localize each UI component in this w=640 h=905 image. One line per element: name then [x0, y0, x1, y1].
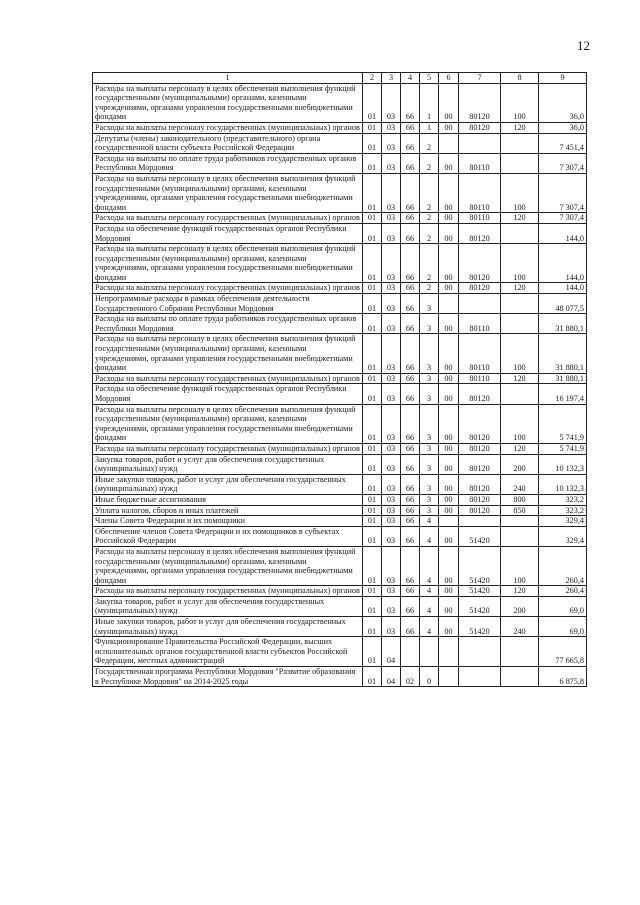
code-cell: 80120	[459, 474, 501, 494]
table-row	[93, 494, 587, 505]
code-cell: 80120	[459, 443, 501, 454]
amount-cell: 77 665,8	[539, 637, 587, 667]
header-row	[93, 73, 587, 84]
table-row	[93, 294, 587, 314]
code-cell	[459, 516, 501, 527]
table-row	[93, 384, 587, 404]
amount-cell: 10 132,3	[539, 474, 587, 494]
code-cell: 03	[382, 384, 401, 404]
code-cell: 03	[382, 546, 401, 585]
code-cell: 100	[501, 404, 539, 443]
code-cell: 04	[382, 667, 401, 687]
code-cell: 00	[439, 546, 459, 585]
code-cell: 100	[501, 244, 539, 283]
code-cell: 01	[363, 384, 382, 404]
code-cell: 66	[401, 546, 420, 585]
row-name: Расходы на выплаты персоналу в целях обеспечения выполнения функций государственными (муниципальными) органами, казенными учреждениями, органами управления государственными внебюджетными фондами	[93, 173, 363, 212]
code-cell: 80120	[459, 83, 501, 122]
code-cell	[501, 294, 539, 314]
code-cell: 4	[420, 586, 439, 597]
code-cell: 120	[501, 122, 539, 133]
code-cell: 3	[420, 474, 439, 494]
code-cell: 3	[420, 505, 439, 516]
code-cell: 4	[420, 526, 439, 546]
code-cell: 66	[401, 213, 420, 224]
code-cell: 00	[439, 283, 459, 294]
code-cell: 04	[382, 637, 401, 667]
amount-cell: 144,0	[539, 283, 587, 294]
code-cell: 03	[382, 283, 401, 294]
code-cell: 03	[382, 526, 401, 546]
code-cell: 850	[501, 505, 539, 516]
amount-cell: 7 307,4	[539, 153, 587, 173]
code-cell: 3	[420, 384, 439, 404]
column-header: 3	[382, 73, 401, 84]
code-cell: 03	[382, 153, 401, 173]
code-cell: 03	[382, 294, 401, 314]
amount-cell: 10 132,3	[539, 454, 587, 474]
column-header: 7	[459, 73, 501, 84]
amount-cell: 5 741,9	[539, 443, 587, 454]
amount-cell: 36,0	[539, 122, 587, 133]
row-name: Расходы на выплаты персоналу в целях обеспечения выполнения функций государственными (муниципальными) органами, казенными учреждениями, органами управления государственными внебюджетными фондами	[93, 404, 363, 443]
code-cell: 80120	[459, 454, 501, 474]
code-cell: 01	[363, 223, 382, 243]
code-cell: 01	[363, 596, 382, 616]
code-cell: 80120	[459, 505, 501, 516]
code-cell: 00	[439, 244, 459, 283]
code-cell: 00	[439, 526, 459, 546]
column-header: 9	[539, 73, 587, 84]
table-row	[93, 83, 587, 122]
code-cell: 51420	[459, 617, 501, 637]
amount-cell: 144,0	[539, 244, 587, 283]
row-name: Расходы на выплаты персоналу в целях обеспечения выполнения функций государственными (муниципальными) органами, казенными учреждениями, органами управления государственными внебюджетными фондами	[93, 334, 363, 373]
code-cell: 66	[401, 474, 420, 494]
table-row	[93, 122, 587, 133]
code-cell: 3	[420, 443, 439, 454]
code-cell: 200	[501, 454, 539, 474]
amount-cell: 323,2	[539, 505, 587, 516]
code-cell: 66	[401, 586, 420, 597]
code-cell: 00	[439, 586, 459, 597]
code-cell: 1	[420, 122, 439, 133]
code-cell: 03	[382, 454, 401, 474]
amount-cell: 329,4	[539, 516, 587, 527]
amount-cell: 260,4	[539, 586, 587, 597]
amount-cell: 6 875,8	[539, 667, 587, 687]
code-cell: 01	[363, 213, 382, 224]
code-cell: 66	[401, 617, 420, 637]
table-row	[93, 244, 587, 283]
code-cell: 80110	[459, 213, 501, 224]
code-cell	[459, 133, 501, 153]
table-row	[93, 373, 587, 384]
code-cell	[459, 294, 501, 314]
code-cell: 120	[501, 283, 539, 294]
table-row	[93, 546, 587, 585]
code-cell: 01	[363, 474, 382, 494]
code-cell: 80120	[459, 244, 501, 283]
code-cell: 80120	[459, 404, 501, 443]
table-row	[93, 334, 587, 373]
code-cell: 4	[420, 546, 439, 585]
code-cell: 01	[363, 294, 382, 314]
code-cell: 00	[439, 83, 459, 122]
code-cell: 66	[401, 223, 420, 243]
code-cell	[501, 637, 539, 667]
row-name: Расходы на выплаты персоналу государственных (муниципальных) органов	[93, 586, 363, 597]
code-cell: 00	[439, 404, 459, 443]
row-name: Закупка товаров, работ и услуг для обеспечения государственных (муниципальных) нужд	[93, 454, 363, 474]
code-cell: 01	[363, 546, 382, 585]
code-cell: 03	[382, 516, 401, 527]
code-cell	[420, 637, 439, 667]
row-name: Расходы на выплаты по оплате труда работников государственных органов Республики Мордовия	[93, 153, 363, 173]
code-cell	[501, 516, 539, 527]
code-cell: 01	[363, 586, 382, 597]
code-cell: 100	[501, 334, 539, 373]
code-cell: 01	[363, 244, 382, 283]
code-cell: 01	[363, 526, 382, 546]
code-cell	[439, 637, 459, 667]
code-cell: 01	[363, 454, 382, 474]
code-cell: 3	[420, 314, 439, 334]
row-name: Расходы на обеспечение функций государственных органов Республики Мордовия	[93, 223, 363, 243]
code-cell: 1	[420, 83, 439, 122]
code-cell: 00	[439, 122, 459, 133]
code-cell: 80120	[459, 494, 501, 505]
code-cell	[439, 294, 459, 314]
code-cell: 01	[363, 153, 382, 173]
row-name: Функционирование Правительства Российской Федерации, высших исполнительных органов государственной власти субъектов Российской Федерации, местных администраций	[93, 637, 363, 667]
table-row	[93, 667, 587, 687]
code-cell: 66	[401, 373, 420, 384]
code-cell: 100	[501, 173, 539, 212]
amount-cell: 48 077,5	[539, 294, 587, 314]
code-cell: 03	[382, 443, 401, 454]
code-cell: 3	[420, 404, 439, 443]
code-cell	[501, 667, 539, 687]
code-cell: 240	[501, 474, 539, 494]
row-name: Расходы на выплаты персоналу государственных (муниципальных) органов	[93, 283, 363, 294]
code-cell: 00	[439, 373, 459, 384]
table-row	[93, 173, 587, 212]
code-cell: 2	[420, 173, 439, 212]
code-cell: 66	[401, 153, 420, 173]
code-cell: 80120	[459, 122, 501, 133]
code-cell: 200	[501, 596, 539, 616]
code-cell: 3	[420, 294, 439, 314]
code-cell: 00	[439, 505, 459, 516]
amount-cell: 329,4	[539, 526, 587, 546]
column-header: 8	[501, 73, 539, 84]
code-cell: 3	[420, 454, 439, 474]
table-row	[93, 443, 587, 454]
code-cell: 80110	[459, 314, 501, 334]
code-cell: 03	[382, 617, 401, 637]
code-cell: 66	[401, 596, 420, 616]
code-cell: 01	[363, 494, 382, 505]
amount-cell: 16 197,4	[539, 384, 587, 404]
code-cell: 66	[401, 384, 420, 404]
code-cell: 100	[501, 83, 539, 122]
code-cell	[439, 133, 459, 153]
amount-cell: 7 307,4	[539, 213, 587, 224]
budget-table	[92, 72, 587, 687]
table-row	[93, 223, 587, 243]
code-cell: 2	[420, 223, 439, 243]
code-cell: 66	[401, 244, 420, 283]
code-cell: 01	[363, 516, 382, 527]
code-cell: 80110	[459, 334, 501, 373]
code-cell: 2	[420, 133, 439, 153]
code-cell: 80110	[459, 153, 501, 173]
row-name: Расходы на выплаты персоналу в целях обеспечения выполнения функций государственными (муниципальными) органами, казенными учреждениями, органами управления государственными внебюджетными фондами	[93, 546, 363, 585]
column-header: 6	[439, 73, 459, 84]
code-cell	[501, 153, 539, 173]
code-cell	[501, 133, 539, 153]
code-cell	[501, 384, 539, 404]
code-cell: 2	[420, 244, 439, 283]
code-cell: 80120	[459, 384, 501, 404]
code-cell: 80120	[459, 283, 501, 294]
code-cell: 00	[439, 223, 459, 243]
code-cell: 03	[382, 494, 401, 505]
table-row	[93, 586, 587, 597]
code-cell: 01	[363, 314, 382, 334]
column-header: 2	[363, 73, 382, 84]
code-cell: 51420	[459, 586, 501, 597]
row-name: Обеспечение членов Совета Федерации и их помощников в субъектах Российской Федерации	[93, 526, 363, 546]
code-cell: 03	[382, 505, 401, 516]
code-cell: 66	[401, 314, 420, 334]
code-cell: 2	[420, 153, 439, 173]
table-row	[93, 454, 587, 474]
code-cell: 3	[420, 373, 439, 384]
row-name: Уплата налогов, сборов и иных платежей	[93, 505, 363, 516]
row-name: Расходы на выплаты по оплате труда работников государственных органов Республики Мордовия	[93, 314, 363, 334]
code-cell: 66	[401, 83, 420, 122]
column-header: 5	[420, 73, 439, 84]
table-row	[93, 637, 587, 667]
code-cell: 01	[363, 667, 382, 687]
code-cell: 03	[382, 213, 401, 224]
code-cell	[459, 667, 501, 687]
table-row	[93, 617, 587, 637]
code-cell: 03	[382, 133, 401, 153]
code-cell: 00	[439, 596, 459, 616]
row-name: Расходы на выплаты персоналу государственных (муниципальных) органов	[93, 443, 363, 454]
code-cell: 00	[439, 314, 459, 334]
code-cell: 4	[420, 596, 439, 616]
table-row	[93, 404, 587, 443]
code-cell: 01	[363, 404, 382, 443]
code-cell: 120	[501, 443, 539, 454]
code-cell: 03	[382, 314, 401, 334]
row-name: Государственная программа Республики Мордовия "Развитие образования в Республике Мордовия" на 2014-2025 годы	[93, 667, 363, 687]
table-row	[93, 526, 587, 546]
code-cell: 4	[420, 516, 439, 527]
code-cell: 2	[420, 213, 439, 224]
code-cell: 2	[420, 283, 439, 294]
code-cell: 51420	[459, 526, 501, 546]
code-cell: 00	[439, 173, 459, 212]
row-name: Расходы на выплаты персоналу государственных (муниципальных) органов	[93, 213, 363, 224]
code-cell	[439, 516, 459, 527]
table-row	[93, 314, 587, 334]
table-row	[93, 516, 587, 527]
code-cell: 3	[420, 494, 439, 505]
code-cell: 01	[363, 373, 382, 384]
column-header: 4	[401, 73, 420, 84]
code-cell	[501, 314, 539, 334]
code-cell: 03	[382, 122, 401, 133]
code-cell: 01	[363, 505, 382, 516]
code-cell: 66	[401, 404, 420, 443]
code-cell: 01	[363, 83, 382, 122]
row-name: Расходы на выплаты персоналу государственных (муниципальных) органов	[93, 373, 363, 384]
code-cell: 120	[501, 213, 539, 224]
code-cell: 4	[420, 617, 439, 637]
code-cell: 03	[382, 223, 401, 243]
code-cell: 01	[363, 122, 382, 133]
code-cell	[501, 223, 539, 243]
code-cell: 00	[439, 617, 459, 637]
table-row	[93, 213, 587, 224]
code-cell: 00	[439, 474, 459, 494]
code-cell: 66	[401, 334, 420, 373]
row-name: Расходы на обеспечение функций государственных органов Республики Мордовия	[93, 384, 363, 404]
amount-cell: 7 451,4	[539, 133, 587, 153]
code-cell: 03	[382, 474, 401, 494]
row-name: Закупка товаров, работ и услуг для обеспечения государственных (муниципальных) нужд	[93, 596, 363, 616]
code-cell: 01	[363, 617, 382, 637]
code-cell: 00	[439, 494, 459, 505]
code-cell: 51420	[459, 546, 501, 585]
code-cell: 00	[439, 454, 459, 474]
code-cell: 66	[401, 516, 420, 527]
code-cell: 03	[382, 373, 401, 384]
code-cell: 01	[363, 443, 382, 454]
row-name: Расходы на выплаты персоналу в целях обеспечения выполнения функций государственными (муниципальными) органами, казенными учреждениями, органами управления государственными внебюджетными фондами	[93, 83, 363, 122]
table-row	[93, 505, 587, 516]
code-cell: 01	[363, 334, 382, 373]
amount-cell: 323,2	[539, 494, 587, 505]
row-name: Иные закупки товаров, работ и услуг для обеспечения государственных (муниципальных) нужд	[93, 617, 363, 637]
code-cell: 100	[501, 546, 539, 585]
code-cell: 66	[401, 283, 420, 294]
code-cell: 0	[420, 667, 439, 687]
amount-cell: 31 880,1	[539, 334, 587, 373]
code-cell: 80120	[459, 223, 501, 243]
code-cell: 01	[363, 283, 382, 294]
code-cell: 66	[401, 133, 420, 153]
table-row	[93, 133, 587, 153]
amount-cell: 69,0	[539, 596, 587, 616]
code-cell: 120	[501, 586, 539, 597]
code-cell: 03	[382, 404, 401, 443]
column-header: 1	[93, 73, 363, 84]
row-name: Иные бюджетные ассигнования	[93, 494, 363, 505]
code-cell: 03	[382, 596, 401, 616]
code-cell: 01	[363, 637, 382, 667]
code-cell: 00	[439, 213, 459, 224]
code-cell: 03	[382, 586, 401, 597]
code-cell: 240	[501, 617, 539, 637]
code-cell: 80110	[459, 373, 501, 384]
code-cell	[401, 637, 420, 667]
row-name: Расходы на выплаты персоналу государственных (муниципальных) органов	[93, 122, 363, 133]
code-cell	[459, 637, 501, 667]
row-name: Непрограммные расходы в рамках обеспечения деятельности Государственного Собрания Республики Мордовия	[93, 294, 363, 314]
code-cell: 66	[401, 294, 420, 314]
amount-cell: 260,4	[539, 546, 587, 585]
code-cell: 66	[401, 494, 420, 505]
code-cell: 80110	[459, 173, 501, 212]
row-name: Депутаты (члены) законодательного (представительного) органа государственной власти субъекта Российской Федерации	[93, 133, 363, 153]
table-row	[93, 474, 587, 494]
amount-cell: 144,0	[539, 223, 587, 243]
amount-cell: 5 741,9	[539, 404, 587, 443]
code-cell: 3	[420, 334, 439, 373]
code-cell: 00	[439, 384, 459, 404]
code-cell: 03	[382, 83, 401, 122]
code-cell: 03	[382, 244, 401, 283]
code-cell: 800	[501, 494, 539, 505]
amount-cell: 31 880,1	[539, 373, 587, 384]
amount-cell: 7 307,4	[539, 173, 587, 212]
code-cell: 03	[382, 173, 401, 212]
amount-cell: 31 880,1	[539, 314, 587, 334]
code-cell: 66	[401, 443, 420, 454]
code-cell: 66	[401, 173, 420, 212]
amount-cell: 36,0	[539, 83, 587, 122]
code-cell: 66	[401, 505, 420, 516]
code-cell	[439, 667, 459, 687]
code-cell: 00	[439, 334, 459, 373]
code-cell: 01	[363, 173, 382, 212]
page-number: 12	[577, 38, 590, 53]
table-row	[93, 153, 587, 173]
code-cell: 66	[401, 454, 420, 474]
code-cell: 00	[439, 153, 459, 173]
row-name: Члены Совета Федерации и их помощники	[93, 516, 363, 527]
code-cell: 03	[382, 334, 401, 373]
code-cell: 120	[501, 373, 539, 384]
code-cell: 00	[439, 443, 459, 454]
code-cell: 01	[363, 133, 382, 153]
row-name: Расходы на выплаты персоналу в целях обеспечения выполнения функций государственными (муниципальными) органами, казенными учреждениями, органами управления государственными внебюджетными фондами	[93, 244, 363, 283]
table-row	[93, 596, 587, 616]
table-row	[93, 283, 587, 294]
amount-cell: 69,0	[539, 617, 587, 637]
code-cell	[501, 526, 539, 546]
row-name: Иные закупки товаров, работ и услуг для обеспечения государственных (муниципальных) нужд	[93, 474, 363, 494]
code-cell: 66	[401, 526, 420, 546]
code-cell: 02	[401, 667, 420, 687]
code-cell: 51420	[459, 596, 501, 616]
code-cell: 66	[401, 122, 420, 133]
